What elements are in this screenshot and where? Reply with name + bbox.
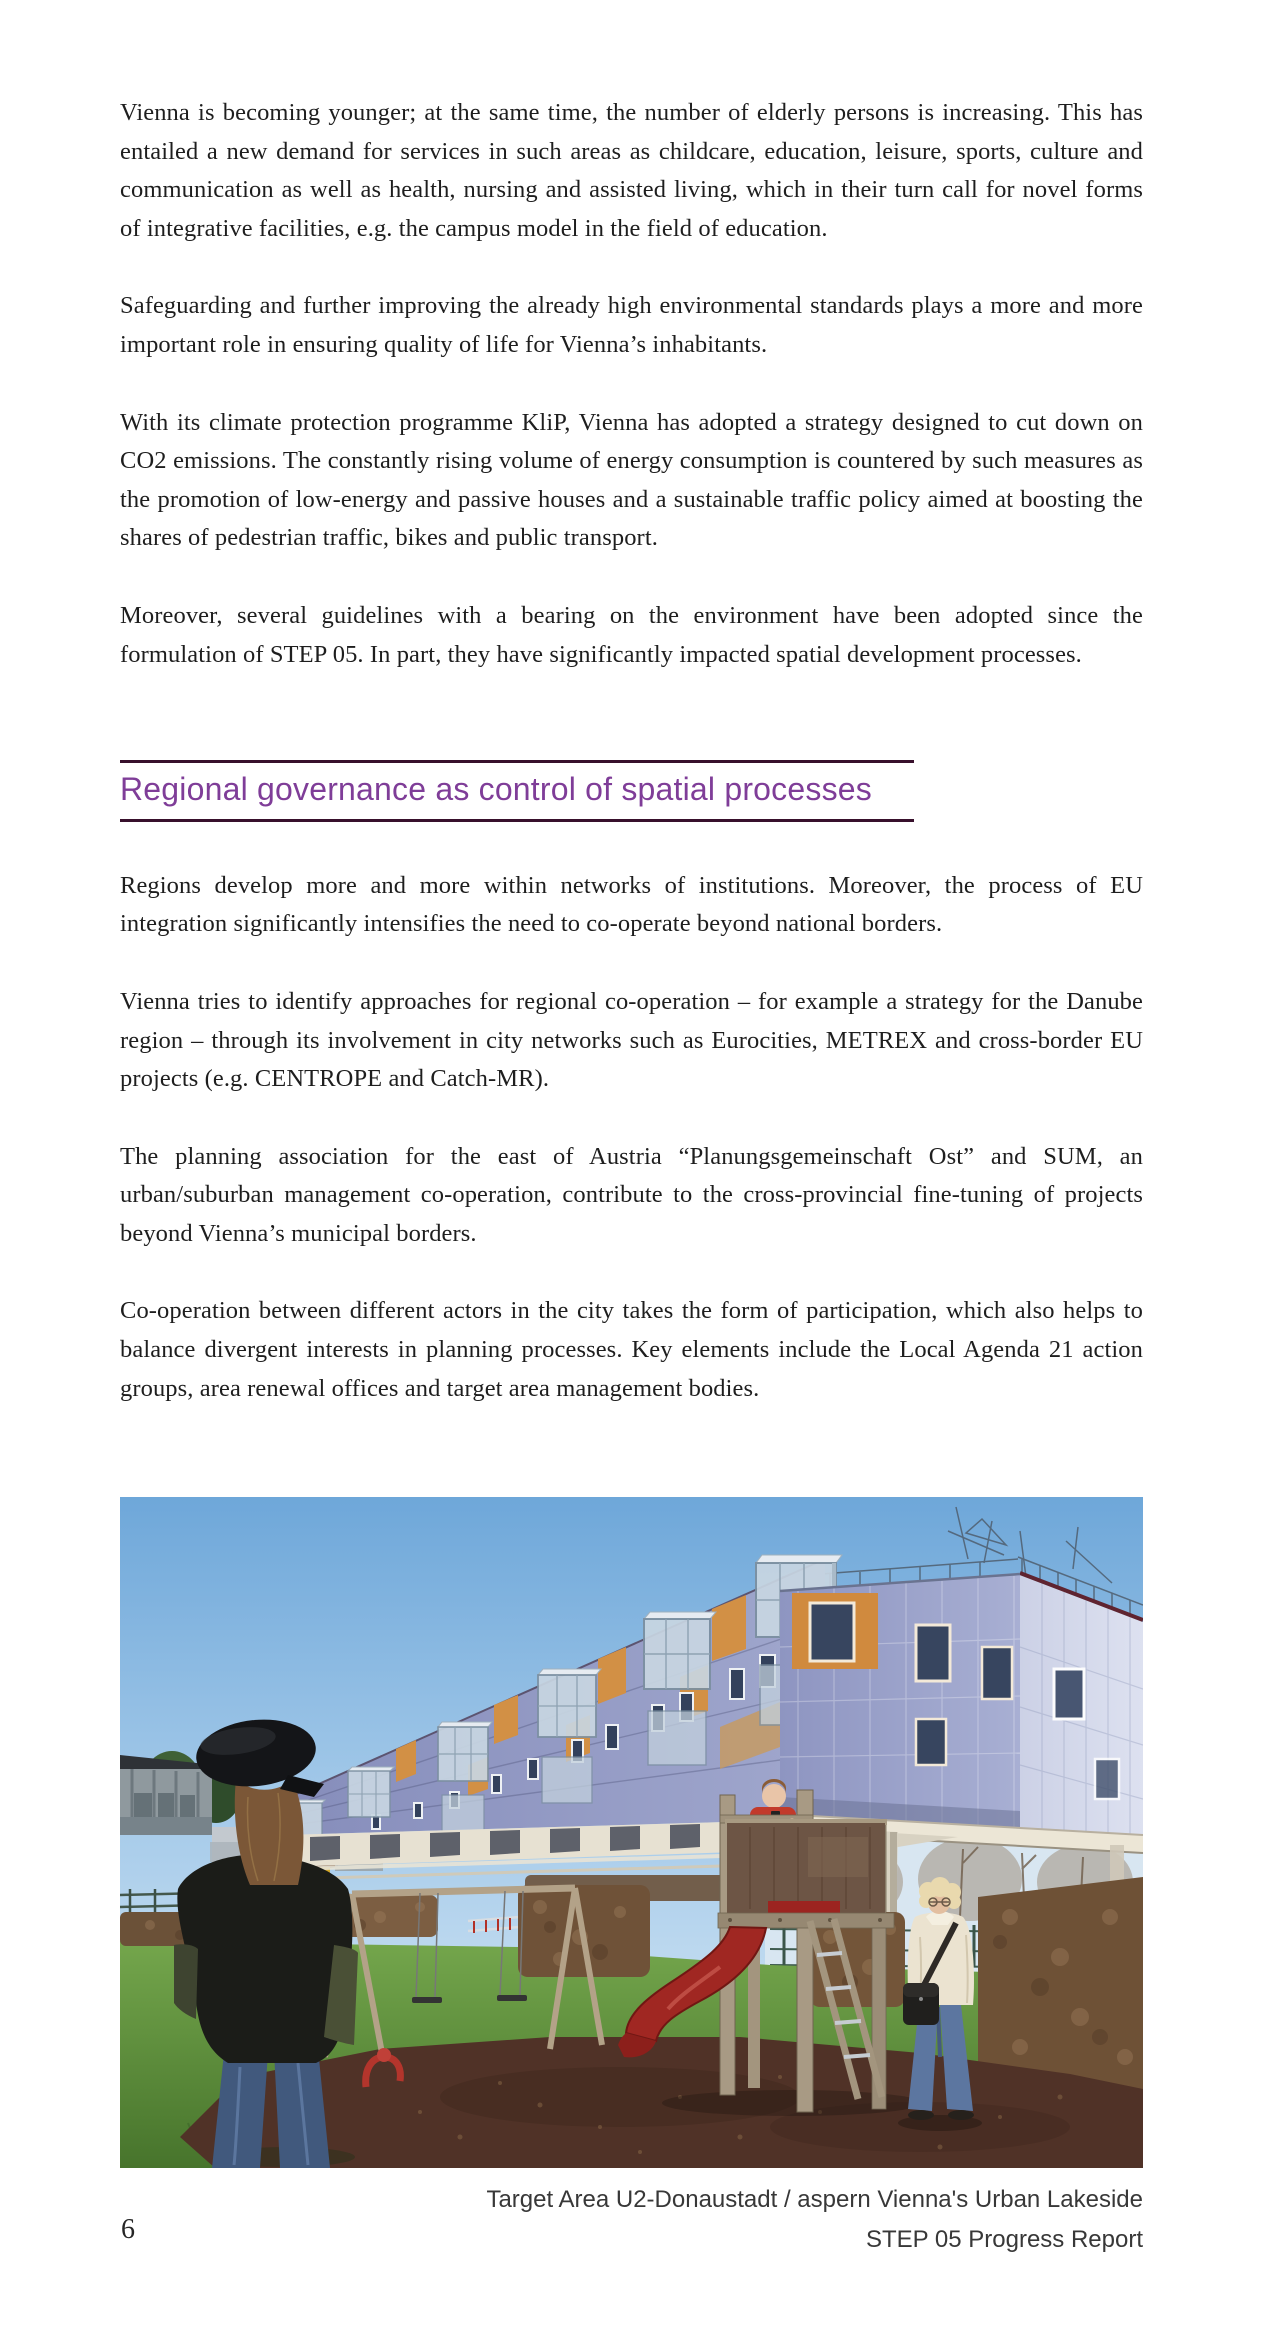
report-title: STEP 05 Progress Report <box>865 2226 1143 2253</box>
section-heading: Regional governance as control of spatial processes <box>120 760 914 822</box>
photo-illustration <box>120 1497 1143 2168</box>
photo-figure <box>120 1497 1143 2168</box>
page-body <box>120 94 1143 1447</box>
paragraph: Moreover, several guidelines with a bearing on the environment have been adopted since the formulation of STEP 05. In part, they have significantly impacted spatial development processes. <box>120 601 1143 668</box>
paragraph: Safeguarding and further improving the already high environmental standards plays a more and more important role in ensuring quality of life for Vienna’s inhabitants. <box>120 292 1143 358</box>
paragraph: Vienna tries to identify approaches for regional co-operation – for example a strategy for the Danube region – through its involvement in city networks such as Eurocities, METREX and cross-border EU projects (e.g. CENTROPE and Catch-MR). <box>120 987 1143 1093</box>
paragraph: The planning association for the east of Austria “Planungsgemeinschaft Ost” and SUM, an urban/suburban management co-operation, contribute to the cross-provincial fine-tuning of projects beyond Vienna’s municipal borders. <box>120 1142 1143 1247</box>
photo-caption: Target Area U2-Donaustadt / aspern Vienna's Urban Lakeside <box>486 2186 1143 2213</box>
paragraph: Regions develop more and more within networks of institutions. Moreover, the process of EU integration significantly intensifies the need to co-operate beyond national borders. <box>120 871 1143 938</box>
paragraph: Co-operation between different actors in the city takes the form of participation, which also helps to balance divergent interests in planning processes. Key elements include the Local Agenda 21 action groups, area renewal offices and target area management bodies. <box>120 1297 1143 1402</box>
paragraph: With its climate protection programme KliP, Vienna has adopted a strategy designed to cut down on CO2 emissions. The constantly rising volume of energy consumption is countered by such measures as the promotion of low-energy and passive houses and a sustainable traffic policy aimed at boosting the shares of pedestrian traffic, bikes and public transport. <box>120 408 1143 552</box>
page-number: 6 <box>121 2214 135 2245</box>
paragraph: Vienna is becoming younger; at the same time, the number of elderly persons is increasing. This has entailed a new demand for services in such areas as childcare, education, leisure, sports, culture and communication as well as health, nursing and assisted living, which in their turn call for novel forms of integrative facilities, e.g. the campus model in the field of education. <box>120 99 1143 242</box>
